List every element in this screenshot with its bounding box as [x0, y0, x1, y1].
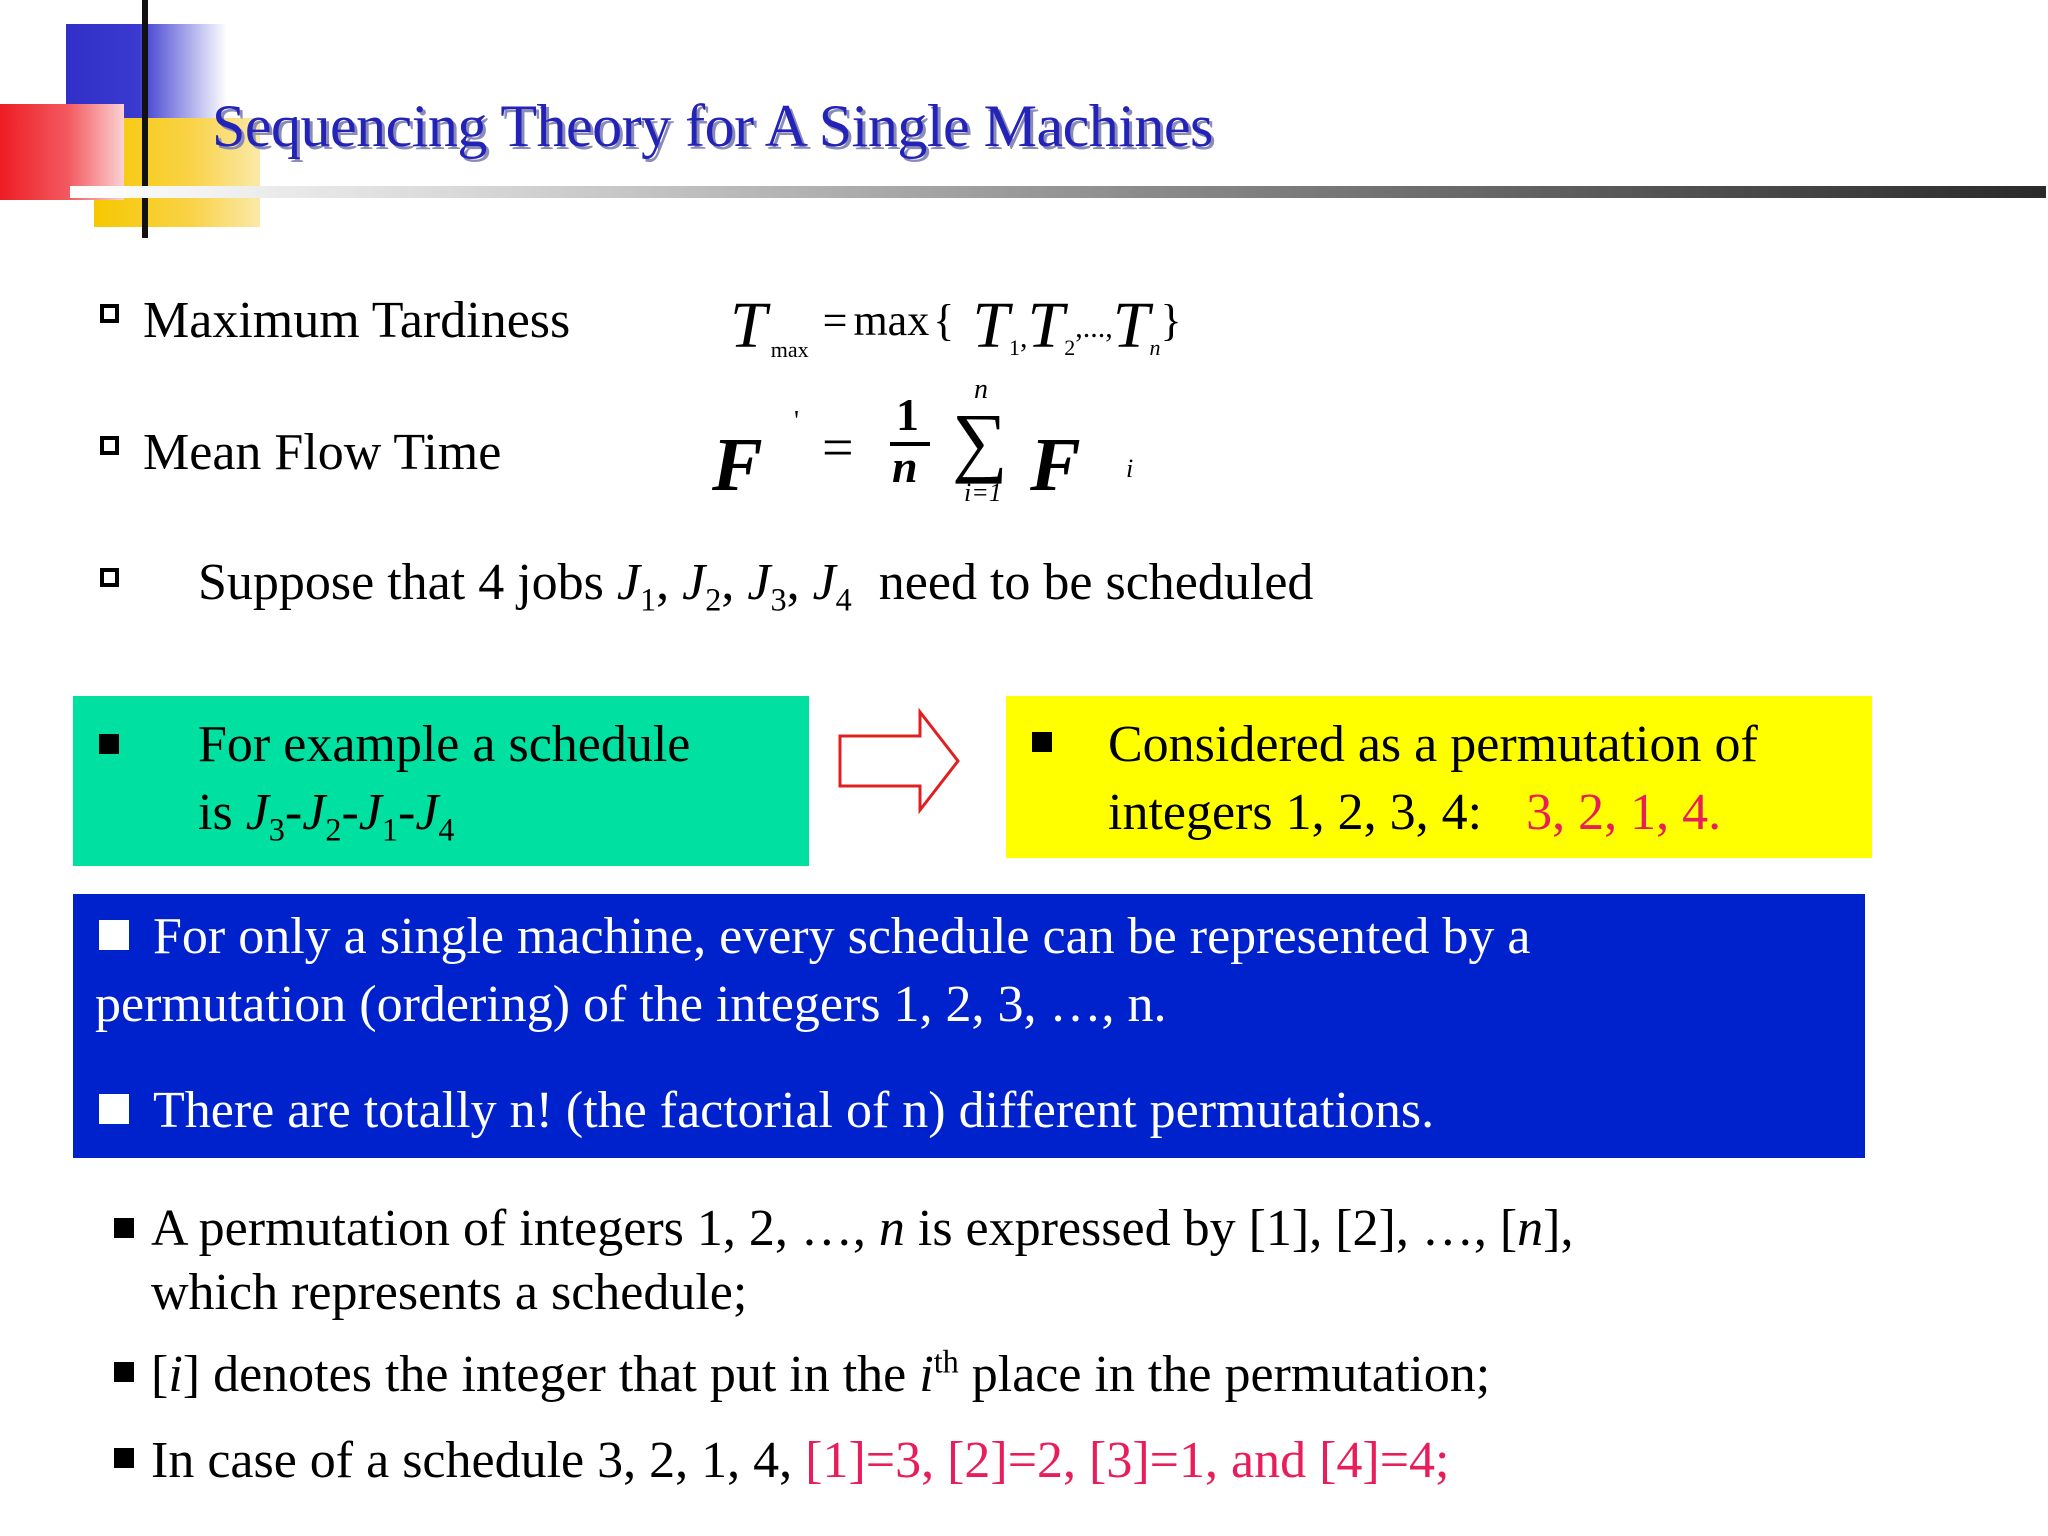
- square-bullet-icon: [114, 1218, 134, 1238]
- permutation-line2: integers 1, 2, 3, 4: 3, 2, 1, 4.: [1108, 784, 1722, 841]
- hollow-square-bullet-icon: [100, 436, 119, 455]
- item-mean-flow-time: Mean Flow Time: [143, 424, 502, 481]
- hollow-square-bullet-icon: [100, 304, 119, 323]
- blue-para1-line2: permutation (ordering) of the integers 1, 2, 3, …, n.: [95, 976, 1167, 1033]
- permutation-line1: Considered as a permutation of: [1108, 716, 1758, 773]
- decor-vertical-line: [142, 0, 148, 238]
- formula-max-tardiness: Tmax= max{ T1,T2,...,Tn}: [730, 289, 1182, 362]
- bottom-bullet1-line1: A permutation of integers 1, 2, …, n is expressed by [1], [2], …, [n],: [151, 1200, 1574, 1257]
- permutation-box: [1006, 696, 1872, 858]
- square-bullet-icon: [1032, 732, 1052, 752]
- example-schedule-box: [73, 696, 809, 866]
- item-suppose-jobs: Suppose that 4 jobs $J_1$, $J_2$, $J_3$, $J_4$ need to be scheduled: [198, 554, 1314, 618]
- square-bullet-icon: [114, 1448, 134, 1468]
- item-maximum-tardiness: Maximum Tardiness: [143, 292, 571, 349]
- bottom-bullet2: [i] denotes the integer that put in the $i^{th}$ place in the permutation;: [151, 1343, 1491, 1403]
- white-square-bullet-icon: [99, 920, 129, 950]
- hollow-square-bullet-icon: [100, 568, 119, 587]
- example-line1: For example a schedule: [198, 716, 691, 773]
- right-arrow-icon: [836, 708, 964, 814]
- bottom-bullet1-line2: which represents a schedule;: [151, 1264, 748, 1321]
- white-square-bullet-icon: [99, 1094, 129, 1124]
- single-machine-box: [73, 894, 1865, 1158]
- formula-mean-flow-time: F ' = 1 n n ∑ i=1 F i: [712, 374, 1134, 507]
- blue-para1-line1: For only a single machine, every schedule can be represented by a: [153, 908, 1531, 965]
- slide-title: Sequencing Theory for A Single Machines: [212, 93, 1213, 159]
- decor-title-rule: [70, 186, 2046, 198]
- square-bullet-icon: [114, 1362, 134, 1382]
- blue-para2: There are totally n! (the factorial of n) different permutations.: [153, 1082, 1435, 1139]
- example-line2: is $J_3-J_2-J_1-J_4$: [198, 784, 455, 848]
- bottom-bullet3: In case of a schedule 3, 2, 1, 4, [1]=3, [2]=2, [3]=1, and [4]=4;: [151, 1432, 1450, 1489]
- square-bullet-icon: [99, 734, 119, 754]
